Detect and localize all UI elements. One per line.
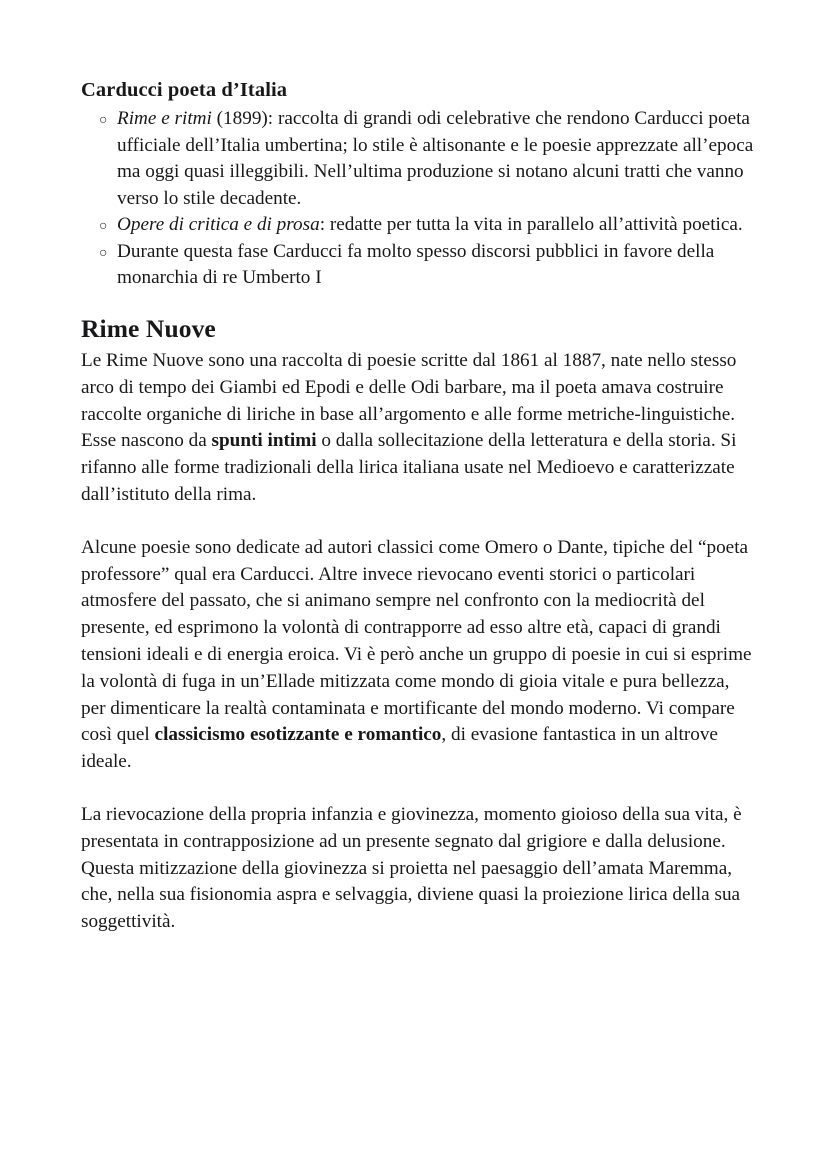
list-item-text: Durante questa fase Carducci fa molto spesso discorsi pubblici in favore della monarchia di re Umberto I <box>117 240 715 289</box>
document-content <box>81 78 755 936</box>
bullet-marker-icon: ○ <box>99 111 108 128</box>
emphasis-text: spunti intimi <box>211 430 317 452</box>
paragraph-text: Alcune poesie sono dedicate ad autori classici come Omero o Dante, tipiche del “poeta professore” qual era Carducci. Altre invece rievocano eventi storici o particolari atmosfere del passato, che si animano sempre nel confronto con la mediocrità del presente, ed esprimono la volontà di contrapporre ad esso altre età, capaci di grandi tensioni ideali e di energia eroica. Vi è però anche un gruppo di poesie in cui si esprime la volontà di fuga in un’Ellade mitizzata come mondo di gioia vitale e pura bellezza, per dimenticare la realtà contaminata e mortificante del mondo moderno. Vi compare così quel <box>81 536 752 746</box>
paragraph-spacer <box>81 509 755 535</box>
list-item <box>81 239 755 292</box>
paragraph-text: La rievocazione della propria infanzia e giovinezza, momento gioioso della sua vita, è presentata in contrapposizione ad un presente segnato dal grigiore e dalla delusione. Questa mitizzazione della giovinezza si proietta nel paesaggio dell’amata Maremma, che, nella sua fisionomia aspra e selvaggia, diviene quasi la proiezione lirica della sua soggettività. <box>81 803 742 933</box>
list-item-text: (1899): raccolta di grandi odi celebrative che rendono Carducci poeta ufficiale dell’Italia umbertina; lo stile è altisonante e le poesie apprezzate all’epoca ma oggi quasi illeggibili. Nell’ultima produzione si notano alcuni tratti che vanno verso lo stile decadente. <box>117 108 754 209</box>
paragraph-text: , di evasione fantastica in un altrove ideale. <box>81 724 718 773</box>
emphasis-text: classicismo esotizzante e romantico <box>154 724 442 746</box>
section-heading-carducci-poeta-italia: Carducci poeta d’Italia <box>81 79 288 101</box>
body-paragraph <box>81 535 755 776</box>
list-item <box>81 212 755 239</box>
paragraph-text: o dalla sollecitazione della letteratura e della storia. Si rifanno alle forme tradizionali della lirica italiana usate nel Medioevo e caratterizzate dall’istituto della rima. <box>81 430 737 505</box>
list-item-text: : redatte per tutta la vita in parallelo all’attività poetica. <box>319 214 743 236</box>
section-spacer <box>81 292 755 314</box>
paragraph-spacer <box>81 776 755 802</box>
paragraph-text: Le Rime Nuove sono una raccolta di poesie scritte dal 1861 al 1887, nate nello stesso arco di tempo dei Giambi ed Epodi e delle Odi barbare, ma il poeta amava costruire raccolte organiche di liriche in base all’argomento e alle forme metriche-linguistiche. Esse nascono da <box>81 350 737 452</box>
list-item <box>81 106 755 212</box>
rime-nuove-body <box>81 348 755 936</box>
bullet-marker-icon: ○ <box>99 217 108 234</box>
bullet-marker-icon: ○ <box>99 243 108 260</box>
list-item-title: Rime e ritmi <box>117 108 212 130</box>
carducci-bullet-list <box>81 106 755 292</box>
body-paragraph <box>81 348 755 509</box>
list-item-title: Opere di critica e di prosa <box>117 214 320 236</box>
section-heading-rime-nuove: Rime Nuove <box>81 313 216 343</box>
body-paragraph <box>81 802 755 936</box>
